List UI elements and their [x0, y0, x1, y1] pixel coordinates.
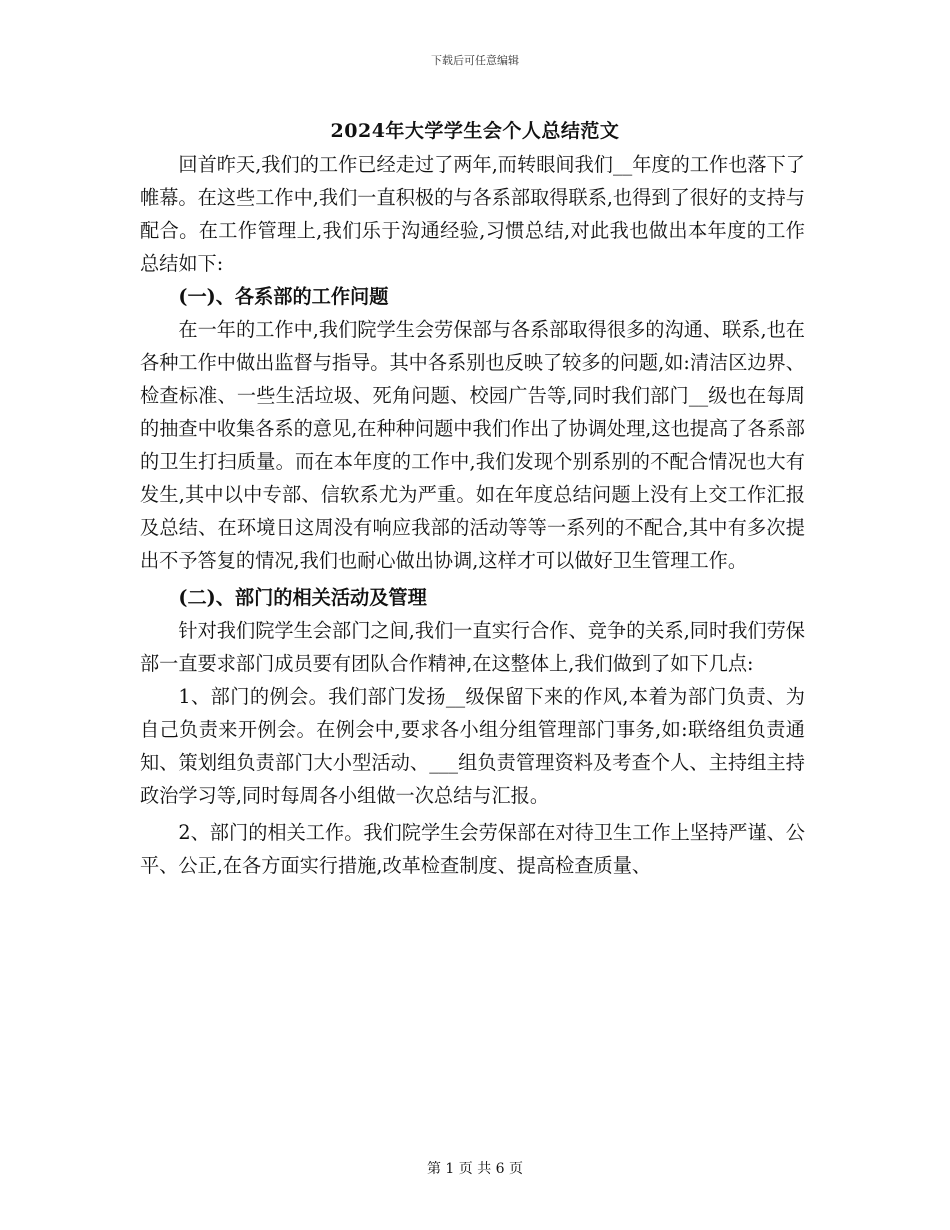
section-heading-1: (一)、各系部的工作问题: [178, 285, 389, 308]
paragraph-item-2: 2、部门的相关工作。我们院学生会劳保部在对待卫生工作上坚持严谨、公平、公正,在各方面实行措施,改革检查制度、提高检查质量、: [140, 821, 805, 877]
document-body: [140, 148, 805, 882]
paragraph-section-1: 在一年的工作中,我们院学生会劳保部与各系部取得很多的沟通、联系,也在各种工作中做出监督与指导。其中各系别也反映了较多的问题,如:清洁区边界、检查标准、一些生活垃圾、死角问题、校园广告等,同时我们部门__级也在每周的抽查中收集各系的意见,在种种问题中我们作出了协调处理,这也提高了各系部的卫生打扫质量。而在本年度的工作中,我们发现个别系别的不配合情况也大有发生,其中以中专部、信软系尤为严重。如在年度总结问题上没有上交工作汇报及总结、在环境日这周没有响应我部的活动等等一系列的不配合,其中有多次提出不予答复的情况,我们也耐心做出协调,这样才可以做好卫生管理工作。: [140, 318, 805, 572]
paragraph-section-2-intro: 针对我们院学生会部门之间,我们一直实行合作、竞争的关系,同时我们劳保部一直要求部门成员要有团队合作精神,在这整体上,我们做到了如下几点:: [140, 619, 805, 675]
paragraph-item-1: 1、部门的例会。我们部门发扬__级保留下来的作风,本着为部门负责、为自己负责来开例会。在例会中,要求各小组分组管理部门事务,如:联络组负责通知、策划组负责部门大小型活动、___组负责管理资料及考查个人、主持组主持政治学习等,同时每周各小组做一次总结与汇报。: [140, 685, 805, 807]
section-heading-2: (二)、部门的相关活动及管理: [178, 586, 427, 609]
page-header-note: 下载后可任意编辑: [431, 54, 519, 67]
paragraph-intro: 回首昨天,我们的工作已经走过了两年,而转眼间我们__年度的工作也落下了帷幕。在这些工作中,我们一直积极的与各系部取得联系,也得到了很好的支持与配合。在工作管理上,我们乐于沟通经验,习惯总结,对此我也做出本年度的工作总结如下:: [140, 153, 805, 275]
document-title: 2024年大学学生会个人总结范文: [330, 120, 620, 142]
page-number: 第 1 页 共 6 页: [426, 1161, 524, 1177]
